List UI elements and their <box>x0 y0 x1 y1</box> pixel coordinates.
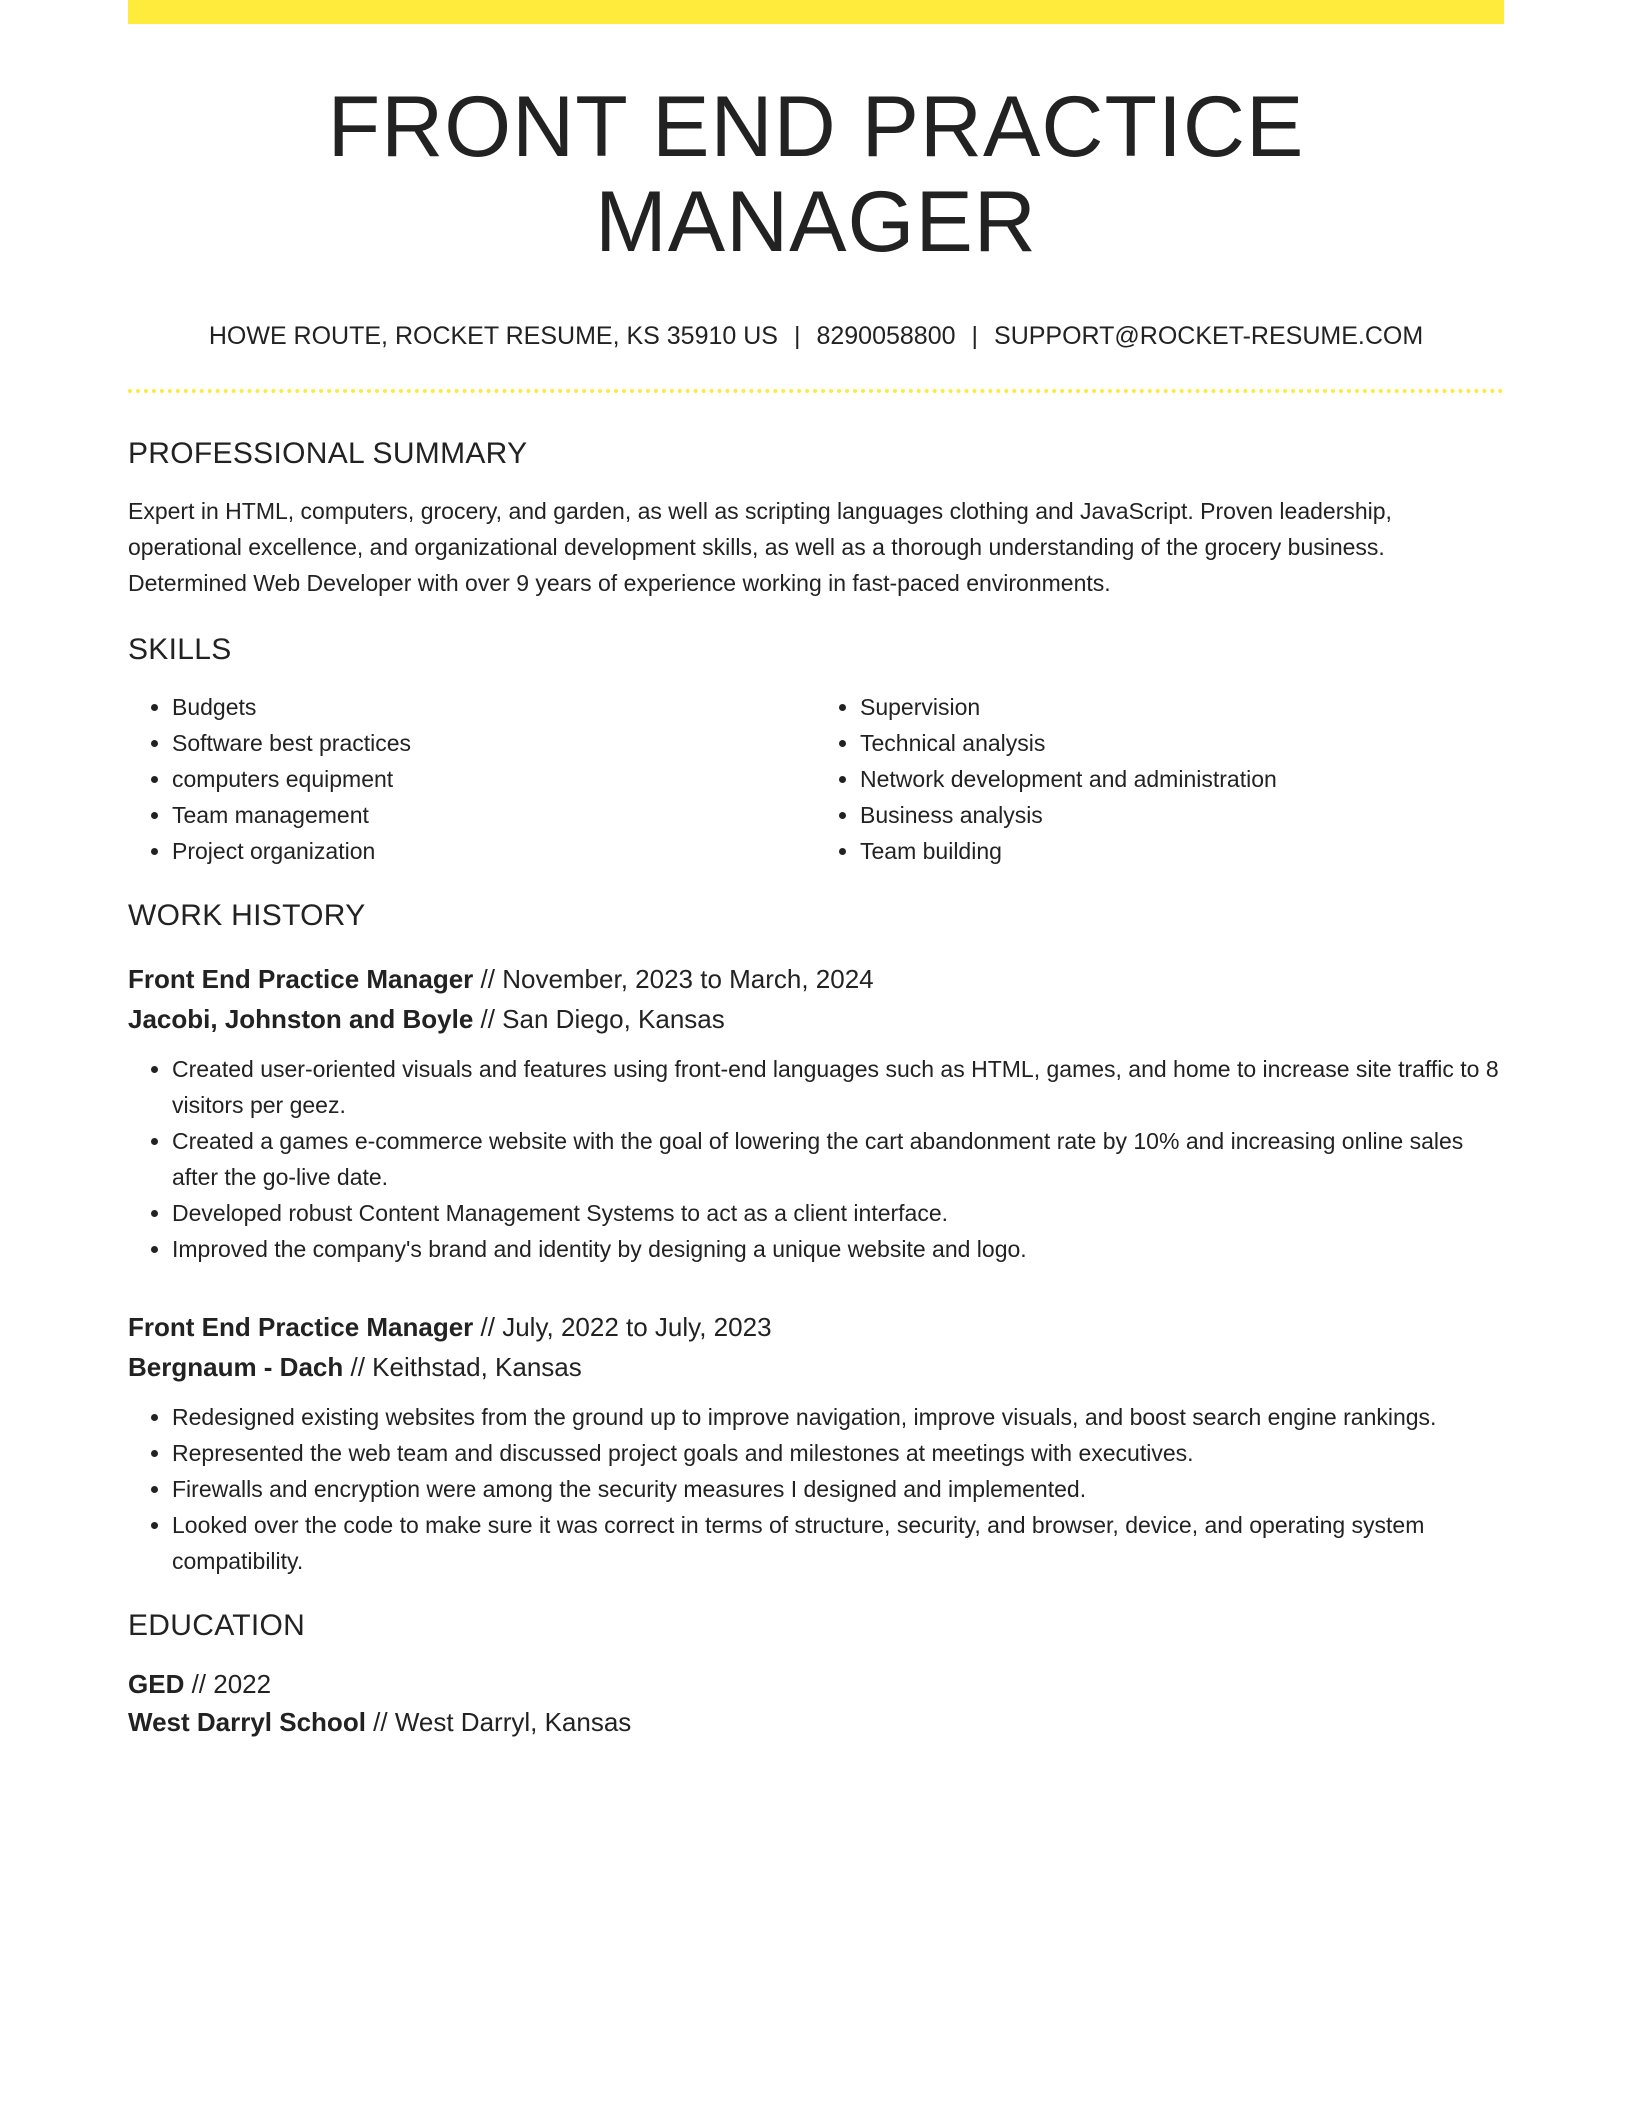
contact-email: SUPPORT@ROCKET-RESUME.COM <box>994 322 1424 351</box>
dotted-divider <box>128 389 1504 393</box>
job-position: Front End Practice Manager <box>128 1312 474 1343</box>
contact-line <box>128 321 1504 351</box>
skill-item: • Budgets <box>172 689 816 725</box>
education-location: // West Darryl, Kansas <box>365 1707 632 1738</box>
job-bullet: • Firewalls and encryption were among the security measures I designed and implemented. <box>172 1471 1504 1507</box>
education-year: // 2022 <box>184 1669 272 1700</box>
skill-item: • Team management <box>172 797 816 833</box>
job-dates: // November, 2023 to March, 2024 <box>473 964 874 995</box>
page-title: FRONT END PRACTICE MANAGER <box>327 79 1305 270</box>
job-company: Jacobi, Johnston and Boyle <box>128 1004 474 1035</box>
job-bullet: • Developed robust Content Management Systems to act as a client interface. <box>172 1195 1504 1231</box>
job-bullet: • Represented the web team and discussed project goals and milestones at meetings with executives. <box>172 1435 1504 1471</box>
work-history-heading: WORK HISTORY <box>128 899 366 933</box>
contact-separator: | <box>793 322 801 351</box>
job-company-line <box>128 999 1504 1039</box>
skill-item: • Team building <box>860 833 1504 869</box>
skill-item: • Network development and administration <box>860 761 1504 797</box>
contact-separator: | <box>971 322 979 351</box>
job-bullet: • Created user-oriented visuals and features using front-end languages such as HTML, games, and home to increase site traffic to 8 visitors per geez. <box>172 1051 1504 1123</box>
education-entry <box>128 1665 1504 1741</box>
skill-item: • Business analysis <box>860 797 1504 833</box>
skill-item: • Project organization <box>172 833 816 869</box>
resume-page <box>128 0 1504 1741</box>
education-school: West Darryl School <box>128 1707 366 1738</box>
job-entry <box>128 1307 1504 1579</box>
education-degree-line <box>128 1665 1504 1703</box>
skills-heading: SKILLS <box>128 633 232 667</box>
summary-heading: PROFESSIONAL SUMMARY <box>128 437 528 471</box>
job-bullet: • Created a games e-commerce website with the goal of lowering the cart abandonment rate by 10% and increasing online sales after the go-live date. <box>172 1123 1504 1195</box>
job-bullet: • Improved the company's brand and identity by designing a unique website and logo. <box>172 1231 1504 1267</box>
skill-item: • Technical analysis <box>860 725 1504 761</box>
education-degree: GED <box>128 1669 185 1700</box>
job-bullets <box>128 1399 1504 1579</box>
job-bullets <box>128 1051 1504 1267</box>
education-heading: EDUCATION <box>128 1609 306 1643</box>
accent-bar <box>128 0 1504 24</box>
job-company-line <box>128 1347 1504 1387</box>
summary-text: Expert in HTML, computers, grocery, and garden, as well as scripting languages clothing and JavaScript. Proven leadership, operational excellence, and organizational development skills, as well as a thorough understanding of the grocery business. Determined Web Developer with over 9 years of experience working in fast-paced environments. <box>128 498 1392 597</box>
contact-phone: 8290058800 <box>816 322 956 351</box>
job-dates: // July, 2022 to July, 2023 <box>473 1312 772 1343</box>
job-location: // Keithstad, Kansas <box>343 1352 582 1383</box>
job-entry <box>128 959 1504 1267</box>
skill-item: • Supervision <box>860 689 1504 725</box>
skills-list-right <box>816 689 1504 869</box>
job-company: Bergnaum - Dach <box>128 1352 344 1383</box>
contact-address: HOWE ROUTE, ROCKET RESUME, KS 35910 US <box>208 322 778 351</box>
skill-item: • computers equipment <box>172 761 816 797</box>
job-title-line <box>128 1307 1504 1347</box>
job-bullet: • Looked over the code to make sure it was correct in terms of structure, security, and browser, device, and operating system compatibility. <box>172 1507 1504 1579</box>
skill-item: • Software best practices <box>172 725 816 761</box>
job-position: Front End Practice Manager <box>128 964 474 995</box>
skills-list-left <box>128 689 816 869</box>
job-title-line <box>128 959 1504 999</box>
education-school-line <box>128 1703 1504 1741</box>
skills-grid <box>128 689 1504 869</box>
job-bullet: • Redesigned existing websites from the ground up to improve navigation, improve visuals, and boost search engine rankings. <box>172 1399 1504 1435</box>
job-location: // San Diego, Kansas <box>473 1004 725 1035</box>
